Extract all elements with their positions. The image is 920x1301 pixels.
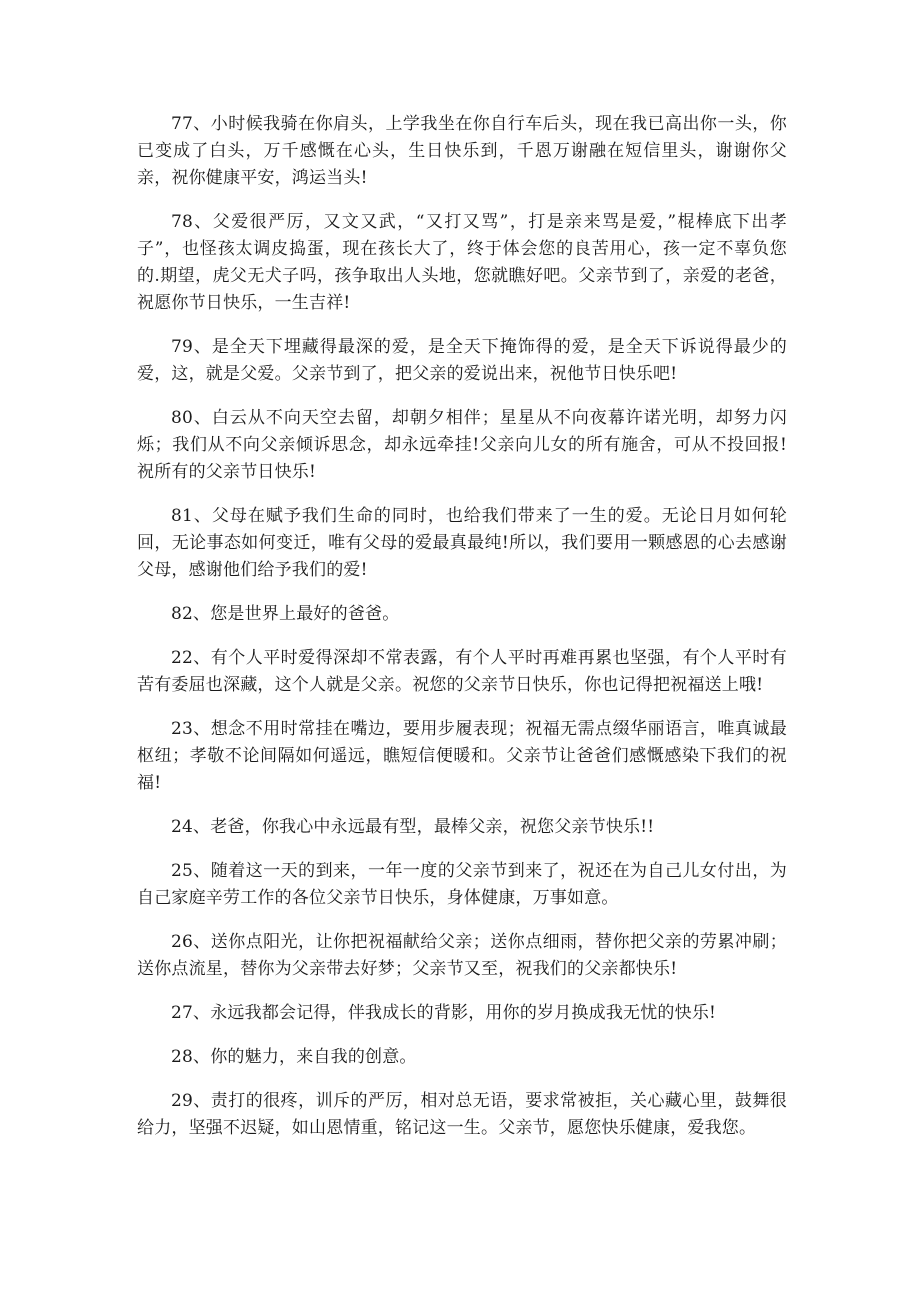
paragraph-78: 78、父爱很严厉，又文又武，“又打又骂”，打是亲来骂是爱，”棍棒底下出孝子”，也怪孩太调皮捣蛋，现在孩长大了，终于体会您的良苦用心，孩一定不辜负您的.期望，虎父无犬子吗，孩争取出人头地，您就瞧好吧。父亲节到了，亲爱的老爸，祝愿你节日快乐，一生吉祥! (137, 212, 787, 313)
document-body (137, 111, 787, 1159)
paragraph-22: 22、有个人平时爱得深却不常表露，有个人平时再难再累也坚强，有个人平时有苦有委屈也深藏，这个人就是父亲。祝您的父亲节日快乐，你也记得把祝福送上哦! (137, 648, 787, 695)
paragraph-77: 77、小时候我骑在你肩头，上学我坐在你自行车后头，现在我已高出你一头，你已变成了白头，万千感慨在心头，生日快乐到，千恩万谢融在短信里头，谢谢你父亲，祝你健康平安，鸿运当头! (137, 114, 787, 188)
paragraph-79: 79、是全天下埋藏得最深的爱，是全天下掩饰得的爱，是全天下诉说得最少的爱，这，就是父爱。父亲节到了，把父亲的爱说出来，祝他节日快乐吧! (137, 337, 787, 384)
paragraph-25: 25、随着这一天的到来，一年一度的父亲节到来了，祝还在为自己儿女付出，为自己家庭辛劳工作的各位父亲节日快乐，身体健康，万事如意。 (137, 861, 787, 908)
paragraph-23: 23、想念不用时常挂在嘴边，要用步履表现；祝福无需点缀华丽语言，唯真诚最枢纽；孝敬不论间隔如何遥远，瞧短信便暖和。父亲节让爸爸们感慨感染下我们的祝福! (137, 719, 787, 793)
paragraph-26: 26、送你点阳光，让你把祝福献给父亲；送你点细雨，替你把父亲的劳累冲刷；送你点流星，替你为父亲带去好梦；父亲节又至，祝我们的父亲都快乐! (137, 932, 787, 979)
paragraph-27: 27、永远我都会记得，伴我成长的背影，用你的岁月换成我无忧的快乐! (171, 1003, 717, 1023)
paragraph-82: 82、您是世界上最好的爸爸。 (171, 604, 400, 624)
paragraph-81: 81、父母在赋予我们生命的同时，也给我们带来了一生的爱。无论日月如何轮回，无论事态如何变迁，唯有父母的爱最真最纯!所以，我们要用一颗感恩的心去感谢父母，感谢他们给予我们的爱! (137, 506, 787, 580)
paragraph-28: 28、你的魅力，来自我的创意。 (171, 1047, 417, 1067)
paragraph-24: 24、老爸，你我心中永远最有型，最棒父亲，祝您父亲节快乐!! (171, 817, 655, 837)
paragraph-29: 29、责打的很疼，训斥的严厉，相对总无语，要求常被拒，关心藏心里，鼓舞很给力，坚强不迟疑，如山恩情重，铭记这一生。父亲节，愿您快乐健康，爱我您。 (137, 1091, 787, 1138)
paragraph-80: 80、白云从不向天空去留，却朝夕相伴；星星从不向夜幕许诺光明，却努力闪烁；我们从不向父亲倾诉思念，却永远牵挂!父亲向儿女的所有施舍，可从不投回报!祝所有的父亲节日快乐! (137, 408, 787, 482)
